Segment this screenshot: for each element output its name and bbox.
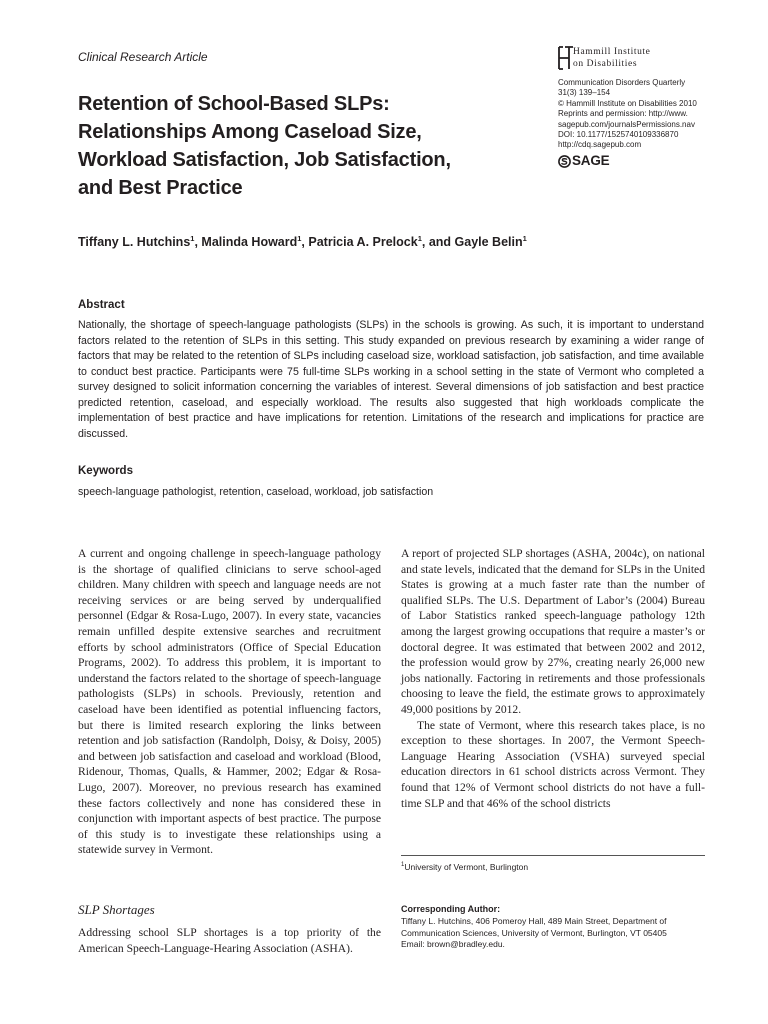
corresponding-author-line: Tiffany L. Hutchins, 406 Pomeroy Hall, 489 Main Street, Department of [401, 916, 667, 926]
section-heading: SLP Shortages [78, 902, 155, 917]
article-type-label: Clinical Research Article [78, 50, 208, 64]
journal-volume: 31(3) 139–154 [558, 88, 611, 98]
affiliation-footnote-text: University of Vermont, Burlington [404, 862, 529, 872]
article-title [78, 90, 548, 202]
publisher-logo-icon [558, 46, 574, 70]
author-affiliation-mark: 1 [522, 234, 527, 243]
keywords-heading: Keywords [78, 465, 133, 477]
abstract-heading: Abstract [78, 299, 125, 311]
author-list [78, 234, 698, 249]
author-affiliation-mark: 1 [297, 234, 302, 243]
affiliation-footnote [401, 862, 705, 872]
author-name: Gayle Belin [454, 235, 523, 250]
journal-url[interactable]: http://cdq.sagepub.com [558, 140, 642, 150]
title-line: Workload Satisfaction, Job Satisfaction, [78, 149, 451, 171]
journal-info [558, 78, 748, 151]
keywords-text: speech-language pathologist, retention, caseload, workload, job satisfaction [78, 486, 434, 498]
copyright-line: © Hammill Institute on Disabilities 2010 [558, 98, 697, 108]
section-paragraph: Addressing school SLP shortages is a top priority of the American Speech-Language-Hearing Association (ASHA). [78, 926, 381, 955]
affiliation-footnote-mark: 1 [401, 862, 405, 869]
publisher-logo-line2: on Disabilities [573, 59, 638, 69]
body-column-left [78, 546, 381, 858]
publisher-logo [558, 46, 708, 72]
body-paragraph: A report of projected SLP shortages (ASHA, 2004c), on national and state levels, indicated that the demand for SLPs in the United States is growing at a much faster rate than the number of qualified SLPs. The U.S. Department of Labor’s (2004) Bureau of Labor Statistics ranked speech-language pathology 12th among the largest growing occupations that require a master’s or doctoral degree. It was estimated that between 2002 and 2012, the profession would grow by 27%, creating nearly 26,000 new jobs nationally. Factoring in retirements and those professionals choosing to leave the field, the estimate grows to approximately 49,000 positions by 2012. [401, 547, 705, 716]
corresponding-author-email[interactable]: Email: brown@bradley.edu. [401, 939, 505, 950]
corresponding-author-heading: Corresponding Author: [401, 904, 501, 914]
author-separator: , and [421, 235, 455, 250]
corresponding-author-details [401, 916, 711, 951]
permissions-url[interactable]: sagepub.com/journalsPermissions.nav [558, 119, 695, 129]
reprints-line[interactable]: Reprints and permission: http://www. [558, 109, 688, 119]
body-paragraph: The state of Vermont, where this research takes place, is no exception to these shortages. In 2007, the Vermont Speech-Language Hearing Association (VSHA) surveyed special education directors in 61 school districts across Vermont. They found that 12% of Vermont school districts do not have a full-time SLP and that 46% of the school districts [401, 718, 705, 810]
title-line: Relationships Among Caseload Size, [78, 121, 422, 143]
footnote-divider [401, 855, 705, 856]
title-line: Retention of School-Based SLPs: [78, 93, 390, 115]
publisher-logo-line1: Hammill Institute [573, 47, 651, 57]
author-name: Malinda Howard [201, 235, 298, 250]
intro-paragraph: A current and ongoing challenge in speech-language pathology is the shortage of qualified clinicians to serve school-aged children. Many children with speech and language needs are not receiving services or are being served by underqualified personnel (Edgar & Rosa-Lugo, 2007). In every state, vacancies remain unfilled despite extensive searches and recruitment efforts by school administrators (Office of Special Education Programs, 2002). To address this problem, it is important to understand the factors related to the shortage of speech-language pathologists (SLPs) in schools. Previously, retention and caseload have been identified as potential influencing factors, but there is limited research exploring the links between retention and job satisfaction (Randolph, Doisy, & Doisy, 2005) and between job satisfaction and caseload and workload (Blood, Ridenour, Thomas, Qualls, & Hammer, 2002; Edgar & Rosa-Lugo, 2007). Moreover, no previous research has examined these factors collectively and none has considered these in conjunction with important aspects of best practice. The purpose of this study is to investigate these relationships using a statewide survey in Vermont. [78, 547, 381, 857]
author-affiliation-mark: 1 [417, 234, 422, 243]
section-paragraph-container [78, 925, 381, 956]
journal-name: Communication Disorders Quarterly [558, 78, 686, 87]
corresponding-author-line: Communication Sciences, University of Vermont, Burlington, VT 05405 [401, 927, 667, 938]
author-name: Tiffany L. Hutchins [78, 235, 191, 250]
title-line: and Best Practice [78, 177, 243, 199]
sage-logo [558, 153, 618, 175]
body-column-right [401, 546, 705, 811]
author-name: Patricia A. Prelock [308, 235, 418, 250]
sage-logo-text: SAGE [572, 153, 610, 168]
author-affiliation-mark: 1 [190, 234, 195, 243]
author-separator: , [194, 235, 202, 250]
doi-line[interactable]: DOI: 10.1177/1525740109336870 [558, 130, 679, 140]
sage-logo-icon [558, 155, 571, 168]
author-separator: , [301, 235, 309, 250]
abstract-text: Nationally, the shortage of speech-language pathologists (SLPs) in the schools is growing. As such, it is important to understand factors related to the retention of SLPs in this setting. This study expanded on previous research by examining a wider range of factors that may be related to the retention of SLPs including caseload size, workload satisfaction, job satisfaction, and time available to conduct best practice. Participants were 75 full-time SLPs working in a school setting in the state of Vermont who completed a survey designed to solicit information concerning the variables of interest. Several dimensions of job satisfaction and best practice predicted retention, caseload, and especially workload. The results also suggested that high workloads complicate the implementation of best practice and have implications for retention. Limitations of the research and implications for practice are discussed. [78, 319, 704, 440]
